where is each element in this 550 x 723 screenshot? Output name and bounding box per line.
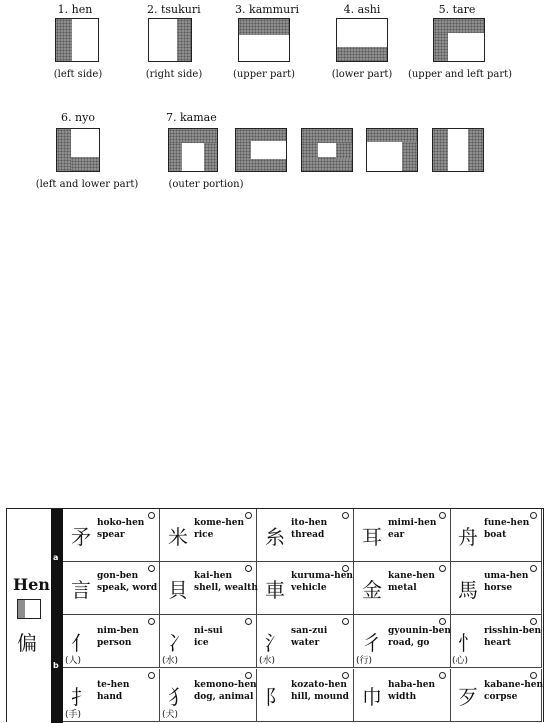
radical-romaji: risshin-ben <box>484 626 542 636</box>
table-title: Hen <box>13 575 50 594</box>
radical-meaning: spear <box>97 530 125 540</box>
radical-romaji: fune-hen <box>484 518 530 528</box>
radical-kanji: 冫 <box>168 631 188 655</box>
radical-source: (人) <box>65 656 82 666</box>
radical-romaji: kabane-hen <box>484 680 544 690</box>
diagram-ashi <box>336 18 388 62</box>
radical-source: (犬) <box>162 710 179 720</box>
radical-meaning: hill, mound <box>291 692 349 702</box>
radical-source: (手) <box>65 710 82 720</box>
diagram-1-number: 1. hen <box>57 3 93 16</box>
radical-kanji: 舟 <box>458 525 478 549</box>
hen-position-icon <box>17 599 41 619</box>
diagram-2-number: 2. tsukuri <box>147 3 201 16</box>
radical-meaning: dog, animal <box>194 692 254 702</box>
radical-cell <box>257 509 354 562</box>
radical-cell <box>450 562 542 615</box>
radical-name <box>194 517 244 541</box>
marker-circle-icon <box>148 672 155 679</box>
diagram-3-caption: (upper part) <box>232 69 296 80</box>
marker-circle-icon <box>342 672 349 679</box>
radical-cell <box>450 509 542 562</box>
radical-kanji: 耳 <box>362 525 382 549</box>
radical-romaji: te-hen <box>97 680 130 690</box>
marker-circle-icon <box>530 618 537 625</box>
radical-name <box>388 517 436 541</box>
marker-circle-icon <box>245 672 252 679</box>
diagram-kamae-5 <box>432 128 484 172</box>
diagram-4-number: 4. ashi <box>343 3 381 16</box>
table-sidebar <box>7 509 52 721</box>
marker-circle-icon <box>530 512 537 519</box>
diagram-nyo <box>56 128 100 172</box>
diagram-7-number: 7. kamae <box>166 111 217 124</box>
radical-romaji: san-zui <box>291 626 328 636</box>
radical-romaji: hoko-hen <box>97 518 145 528</box>
diagram-kamae-3 <box>301 128 353 172</box>
radical-meaning: horse <box>484 583 513 593</box>
radical-meaning: corpse <box>484 692 518 702</box>
radical-kanji: 言 <box>71 578 91 602</box>
radical-meaning: water <box>291 638 320 648</box>
marker-circle-icon <box>530 672 537 679</box>
radical-cell <box>450 615 542 668</box>
diagram-kamae-2 <box>235 128 287 172</box>
radical-cell <box>63 615 160 668</box>
radical-kanji: 車 <box>265 578 285 602</box>
radical-meaning: rice <box>194 530 214 540</box>
radical-meaning: boat <box>484 530 507 540</box>
radical-source: (水) <box>162 656 179 666</box>
radical-name <box>291 517 327 541</box>
radical-source: (行) <box>356 656 373 666</box>
diagram-4-caption: (lower part) <box>331 69 393 80</box>
radical-name <box>97 570 157 594</box>
radical-romaji: kane-hen <box>388 571 435 581</box>
radical-kanji: 忄 <box>458 631 478 655</box>
radical-cell <box>450 669 542 722</box>
marker-circle-icon <box>439 672 446 679</box>
radical-name <box>194 625 223 649</box>
radical-meaning: thread <box>291 530 325 540</box>
diagram-3-number: 3. kammuri <box>235 3 299 16</box>
band-b: b <box>51 615 63 723</box>
marker-circle-icon <box>439 565 446 572</box>
radical-kanji: 犭 <box>168 685 188 709</box>
radical-name <box>388 625 451 649</box>
radical-name <box>97 517 144 541</box>
radical-meaning: shell, wealth <box>194 583 258 593</box>
radical-romaji: kozato-hen <box>291 680 347 690</box>
band-a: a <box>51 509 63 615</box>
marker-circle-icon <box>148 512 155 519</box>
radical-cell <box>257 615 354 668</box>
radical-kanji: 氵 <box>265 631 285 655</box>
radical-meaning: heart <box>484 638 511 648</box>
radical-kanji: 馬 <box>458 578 478 602</box>
radical-meaning: ice <box>194 638 209 648</box>
radical-kanji: 歹 <box>458 685 478 709</box>
radical-meaning: vehicle <box>291 583 327 593</box>
radical-romaji: kemono-hen <box>194 680 257 690</box>
radical-cell <box>354 509 451 562</box>
radical-cell <box>160 509 257 562</box>
radical-cell <box>160 562 257 615</box>
radical-source: (水) <box>259 656 276 666</box>
radical-name <box>194 679 257 703</box>
marker-circle-icon <box>245 512 252 519</box>
radical-meaning: metal <box>388 583 417 593</box>
radical-cell <box>63 562 160 615</box>
radical-romaji: haba-hen <box>388 680 436 690</box>
radical-romaji: gon-ben <box>97 571 139 581</box>
radical-meaning: ear <box>388 530 405 540</box>
marker-circle-icon <box>439 618 446 625</box>
radical-romaji: gyounin-ben <box>388 626 451 636</box>
radical-romaji: kai-hen <box>194 571 233 581</box>
radical-meaning: width <box>388 692 417 702</box>
radical-meaning: road, go <box>388 638 430 648</box>
diagram-tare <box>433 18 485 62</box>
table-title-kanji: 偏 <box>17 631 37 655</box>
radical-romaji: nim-ben <box>97 626 139 636</box>
radical-kanji: 貝 <box>168 578 188 602</box>
diagram-1-caption: (left side) <box>53 69 103 80</box>
marker-circle-icon <box>148 618 155 625</box>
radical-name <box>97 679 129 703</box>
radical-romaji: kuruma-hen <box>291 571 353 581</box>
radical-name <box>484 679 543 703</box>
radical-name <box>484 570 528 594</box>
radical-meaning: person <box>97 638 132 648</box>
radical-cell <box>257 562 354 615</box>
radical-kanji: 糸 <box>265 525 285 549</box>
radical-kanji: 亻 <box>71 631 91 655</box>
marker-circle-icon <box>439 512 446 519</box>
diagram-kammuri <box>238 18 290 62</box>
radical-kanji: 彳 <box>362 631 382 655</box>
diagram-kamae-4 <box>366 128 418 172</box>
radical-name <box>291 625 327 649</box>
radical-romaji: ni-sui <box>194 626 223 636</box>
marker-circle-icon <box>342 512 349 519</box>
diagram-6-caption: (left and lower part) <box>35 179 139 190</box>
radical-cell <box>160 615 257 668</box>
radical-name <box>484 625 541 649</box>
radical-name <box>388 679 435 703</box>
radical-romaji: uma-hen <box>484 571 529 581</box>
radical-cell <box>63 669 160 722</box>
radical-table <box>6 508 544 722</box>
diagram-2-caption: (right side) <box>145 69 203 80</box>
marker-circle-icon <box>530 565 537 572</box>
marker-circle-icon <box>342 618 349 625</box>
radical-cell <box>354 562 451 615</box>
diagram-kamae-1 <box>168 128 218 172</box>
diagram-5-number: 5. tare <box>438 3 476 16</box>
radical-name <box>97 625 139 649</box>
diagram-hen <box>55 18 99 62</box>
radical-romaji: mimi-hen <box>388 518 437 528</box>
radical-kanji: 巾 <box>362 685 382 709</box>
radical-kanji: 米 <box>168 525 188 549</box>
radical-kanji: 矛 <box>71 525 91 549</box>
radical-romaji: ito-hen <box>291 518 328 528</box>
diagram-7-caption: (outer portion) <box>168 179 244 190</box>
diagram-tsukuri <box>148 18 192 62</box>
diagram-5-caption: (upper and left part) <box>407 69 513 80</box>
radical-name <box>194 570 258 594</box>
radical-romaji: kome-hen <box>194 518 245 528</box>
diagram-6-number: 6. nyo <box>61 111 95 124</box>
radical-cell <box>354 615 451 668</box>
radical-name <box>484 517 529 541</box>
radical-name <box>291 679 349 703</box>
radical-kanji: 阝 <box>265 685 285 709</box>
radical-cell <box>354 669 451 722</box>
radical-name <box>388 570 435 594</box>
radical-source: (心) <box>452 656 469 666</box>
radical-kanji: 扌 <box>71 685 91 709</box>
radical-meaning: hand <box>97 692 123 702</box>
radical-cell <box>63 509 160 562</box>
radical-cell <box>160 669 257 722</box>
marker-circle-icon <box>245 618 252 625</box>
radical-cell <box>257 669 354 722</box>
radical-kanji: 金 <box>362 578 382 602</box>
radical-name <box>291 570 353 594</box>
radical-meaning: speak, word <box>97 583 158 593</box>
